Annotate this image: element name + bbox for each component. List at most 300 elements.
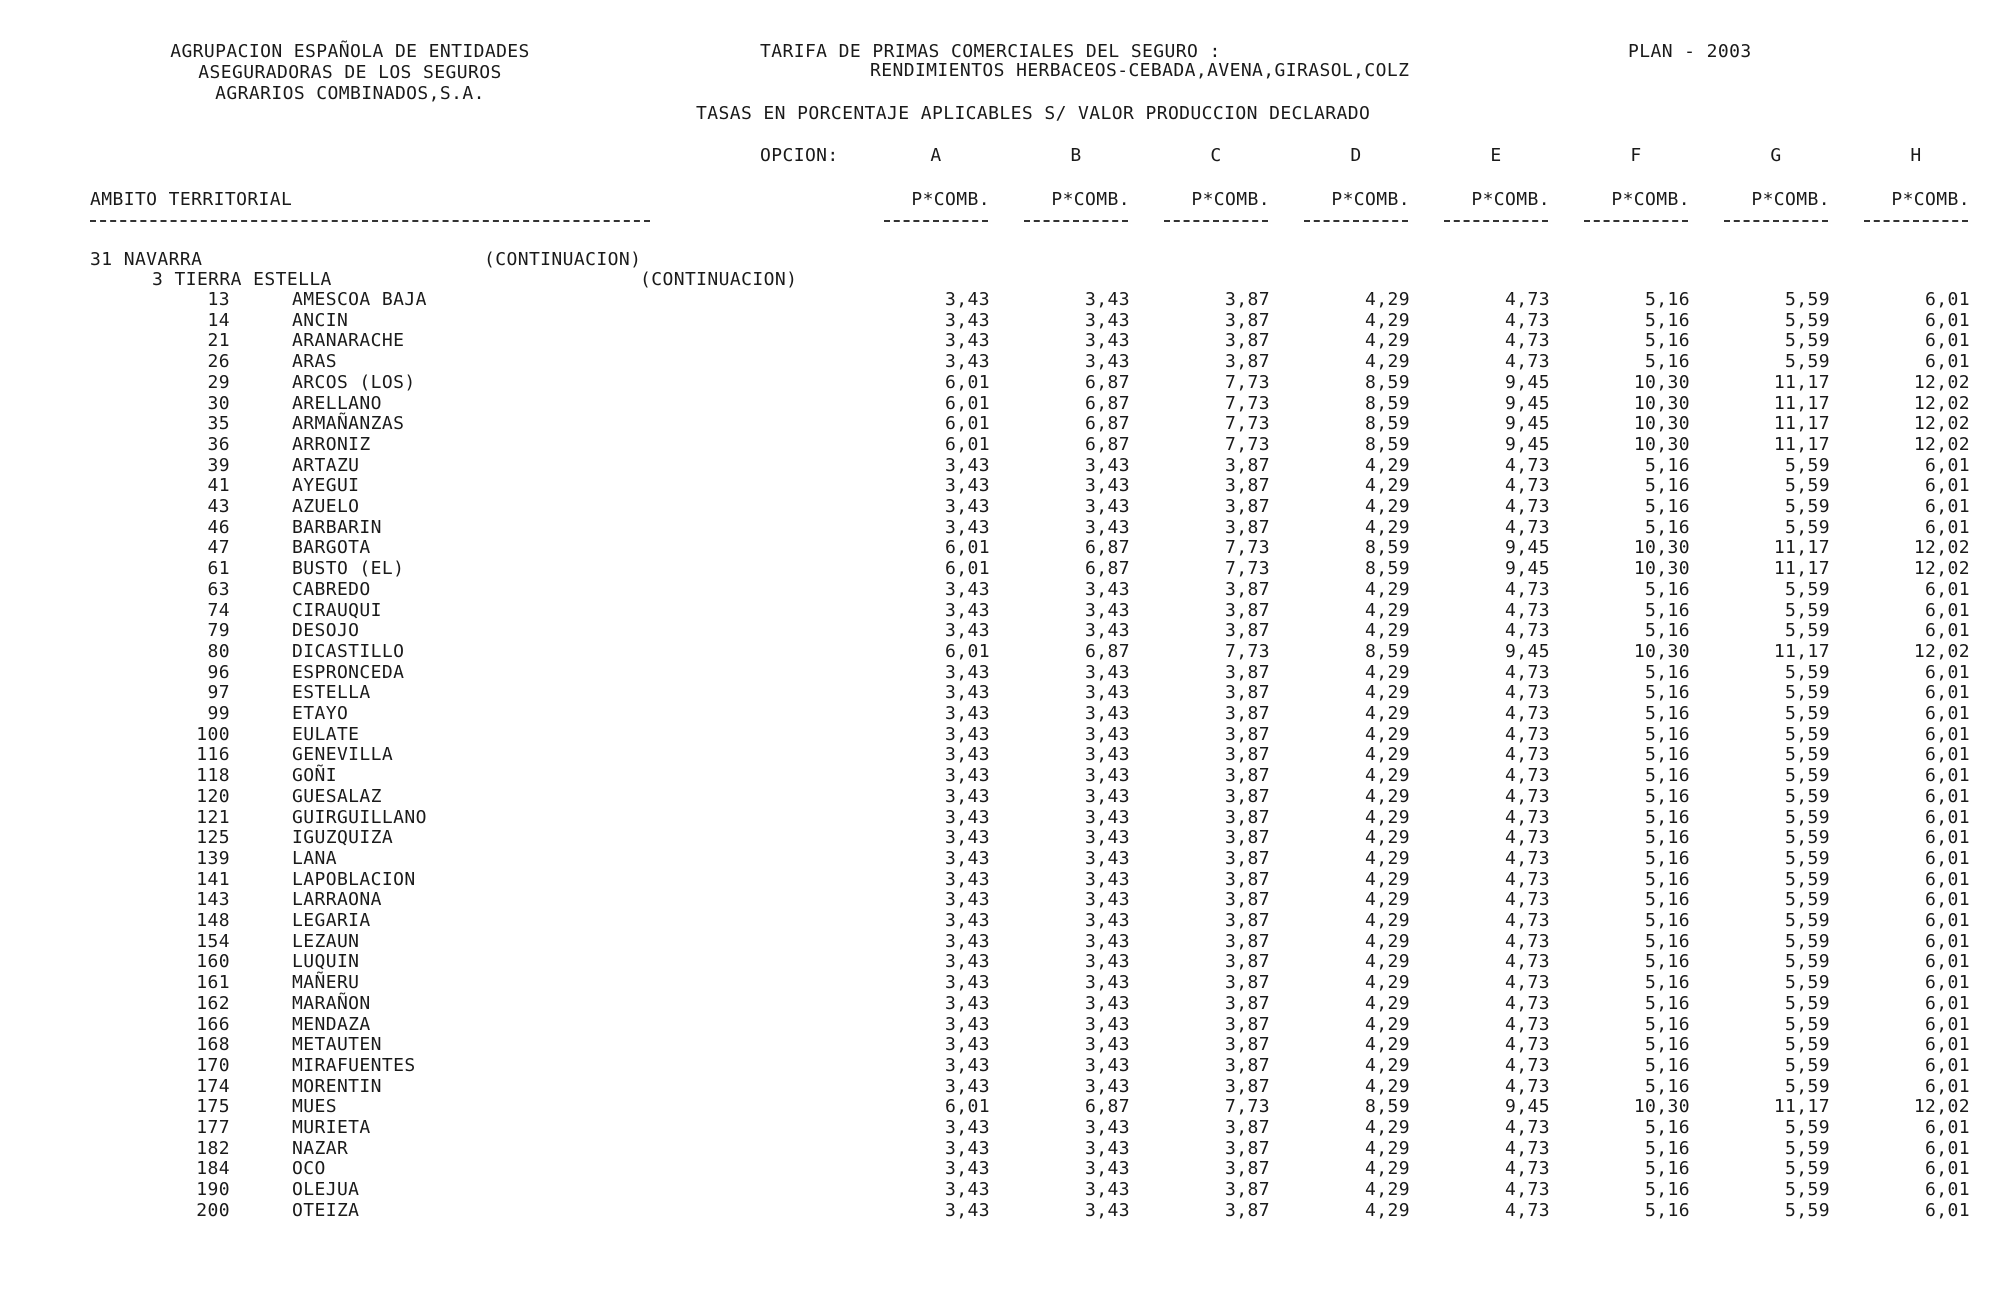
rate-cell-g: 11,17 (1773, 392, 1830, 414)
rate-cell-h: 6,01 (1925, 785, 1970, 807)
rate-cell-f: 5,16 (1645, 496, 1690, 517)
rate-cell-f: 5,16 (1645, 951, 1690, 973)
rate-cell-c: 3,87 (1225, 806, 1270, 828)
rate-cell-g: 5,59 (1785, 578, 1830, 600)
rate-cell-b: 3,43 (1085, 496, 1130, 517)
rate-cell-d: 4,29 (1365, 496, 1410, 517)
rate-cell-a: 3,43 (945, 661, 990, 683)
unit-header-b: P*COMB. (1051, 189, 1130, 210)
rate-cell-h: 6,01 (1925, 496, 1970, 517)
row-municipality: METAUTEN (292, 1034, 382, 1056)
rate-cell-f: 5,16 (1645, 1034, 1690, 1056)
rate-cell-e: 4,73 (1505, 703, 1550, 724)
subregion-label: 3 TIERRA ESTELLA (152, 269, 332, 290)
rate-cell-c: 3,87 (1225, 1117, 1270, 1138)
rate-cell-h: 6,01 (1925, 289, 1970, 310)
region-continuation: (CONTINUACION) (484, 249, 642, 270)
rate-cell-g: 5,59 (1785, 1179, 1830, 1201)
rate-cell-b: 3,43 (1085, 330, 1130, 352)
rate-cell-h: 6,01 (1925, 868, 1970, 890)
rate-cell-f: 5,16 (1645, 351, 1690, 373)
rate-cell-g: 5,59 (1785, 765, 1830, 787)
rate-cell-a: 3,43 (945, 516, 990, 538)
rate-cell-e: 4,73 (1505, 1117, 1550, 1138)
row-code: 141 (196, 868, 230, 890)
row-municipality: AMESCOA BAJA (292, 289, 427, 310)
rate-cell-f: 5,16 (1645, 723, 1690, 745)
rate-cell-h: 6,01 (1925, 330, 1970, 352)
row-code: 200 (196, 1199, 230, 1221)
row-municipality: ARMAÑANZAS (292, 413, 405, 435)
rate-cell-d: 4,29 (1365, 1075, 1410, 1097)
row-code: 166 (196, 1013, 230, 1035)
tariff-title: TARIFA DE PRIMAS COMERCIALES DEL SEGURO : (760, 41, 1221, 62)
rate-cell-g: 5,59 (1785, 744, 1830, 766)
row-code: 96 (207, 661, 230, 683)
rate-cell-c: 3,87 (1225, 620, 1270, 642)
rate-cell-f: 5,16 (1645, 578, 1690, 600)
rate-cell-f: 5,16 (1645, 682, 1690, 704)
rate-cell-e: 4,73 (1505, 723, 1550, 745)
rate-cell-c: 7,73 (1225, 392, 1270, 414)
rate-cell-g: 5,59 (1785, 992, 1830, 1014)
row-code: 162 (196, 992, 230, 1014)
rate-cell-e: 4,73 (1505, 889, 1550, 911)
row-code: 116 (196, 744, 230, 766)
rate-cell-f: 10,30 (1633, 371, 1690, 393)
rate-cell-c: 3,87 (1225, 868, 1270, 890)
rate-cell-e: 4,73 (1505, 620, 1550, 642)
rate-cell-c: 3,87 (1225, 475, 1270, 497)
row-municipality: OLEJUA (292, 1179, 360, 1201)
rate-cell-h: 12,02 (1913, 371, 1970, 393)
company-line-1: AGRUPACION ESPAÑOLA DE ENTIDADES (170, 41, 530, 62)
rate-cell-d: 4,29 (1365, 516, 1410, 538)
rate-cell-e: 4,73 (1505, 289, 1550, 310)
rate-cell-b: 3,43 (1085, 744, 1130, 766)
rate-cell-e: 4,73 (1505, 951, 1550, 973)
row-municipality: OCO (292, 1158, 326, 1180)
rate-cell-b: 6,87 (1085, 433, 1130, 455)
row-code: 100 (196, 723, 230, 745)
rate-cell-d: 4,29 (1365, 475, 1410, 497)
rate-cell-b: 3,43 (1085, 475, 1130, 497)
rate-cell-e: 9,45 (1505, 1096, 1550, 1118)
rate-cell-h: 6,01 (1925, 578, 1970, 600)
row-code: 168 (196, 1034, 230, 1056)
rate-cell-f: 5,16 (1645, 847, 1690, 869)
rate-cell-c: 7,73 (1225, 640, 1270, 662)
rate-cell-b: 3,43 (1085, 951, 1130, 973)
rate-cell-g: 5,59 (1785, 1117, 1830, 1138)
rate-cell-h: 6,01 (1925, 910, 1970, 931)
rate-cell-c: 3,87 (1225, 599, 1270, 621)
rate-cell-f: 5,16 (1645, 599, 1690, 621)
rate-cell-c: 3,87 (1225, 930, 1270, 952)
row-municipality: MAÑERU (292, 972, 360, 994)
rate-cell-c: 3,87 (1225, 972, 1270, 994)
rate-cell-f: 5,16 (1645, 910, 1690, 931)
rate-cell-d: 4,29 (1365, 454, 1410, 476)
rate-cell-c: 3,87 (1225, 765, 1270, 787)
rate-cell-f: 5,16 (1645, 1075, 1690, 1097)
rate-cell-c: 3,87 (1225, 578, 1270, 600)
row-code: 14 (207, 309, 230, 331)
rate-cell-g: 11,17 (1773, 413, 1830, 435)
rate-cell-h: 6,01 (1925, 351, 1970, 373)
rate-cell-a: 3,43 (945, 744, 990, 766)
row-code: 175 (196, 1096, 230, 1118)
rate-cell-c: 3,87 (1225, 1199, 1270, 1221)
row-code: 29 (207, 371, 230, 393)
row-municipality: BUSTO (EL) (292, 558, 405, 580)
rate-cell-a: 6,01 (945, 640, 990, 662)
row-municipality: ARAS (292, 351, 337, 373)
rate-cell-c: 7,73 (1225, 1096, 1270, 1118)
rate-cell-a: 3,43 (945, 992, 990, 1014)
rate-cell-f: 10,30 (1633, 537, 1690, 559)
rate-cell-g: 11,17 (1773, 558, 1830, 580)
rate-cell-g: 5,59 (1785, 496, 1830, 517)
rate-cell-e: 4,73 (1505, 599, 1550, 621)
row-municipality: MORENTIN (292, 1075, 382, 1097)
rate-cell-g: 5,59 (1785, 1199, 1830, 1221)
rate-cell-h: 6,01 (1925, 1034, 1970, 1056)
rate-cell-d: 4,29 (1365, 1179, 1410, 1201)
rate-cell-g: 5,59 (1785, 1075, 1830, 1097)
rate-cell-f: 5,16 (1645, 765, 1690, 787)
rate-cell-c: 3,87 (1225, 516, 1270, 538)
row-code: 41 (207, 475, 230, 497)
row-code: 39 (207, 454, 230, 476)
rate-cell-e: 4,73 (1505, 992, 1550, 1014)
rate-cell-h: 6,01 (1925, 599, 1970, 621)
rate-cell-a: 3,43 (945, 351, 990, 373)
rate-cell-h: 6,01 (1925, 1179, 1970, 1201)
row-code: 161 (196, 972, 230, 994)
rate-cell-h: 6,01 (1925, 951, 1970, 973)
row-municipality: LEZAUN (292, 930, 360, 952)
rate-cell-h: 6,01 (1925, 620, 1970, 642)
rate-cell-b: 3,43 (1085, 661, 1130, 683)
rate-cell-a: 3,43 (945, 806, 990, 828)
rate-cell-g: 5,59 (1785, 620, 1830, 642)
rate-cell-c: 3,87 (1225, 661, 1270, 683)
rate-cell-g: 5,59 (1785, 847, 1830, 869)
row-code: 99 (207, 703, 230, 724)
option-header-d: D (1350, 145, 1362, 166)
rate-cell-g: 5,59 (1785, 972, 1830, 994)
rate-cell-b: 6,87 (1085, 558, 1130, 580)
rate-cell-h: 12,02 (1913, 537, 1970, 559)
rate-cell-d: 4,29 (1365, 682, 1410, 704)
rate-cell-h: 12,02 (1913, 433, 1970, 455)
row-code: 190 (196, 1179, 230, 1201)
rate-cell-g: 5,59 (1785, 599, 1830, 621)
rate-cell-f: 10,30 (1633, 433, 1690, 455)
row-code: 182 (196, 1137, 230, 1159)
rate-cell-f: 5,16 (1645, 1013, 1690, 1035)
rate-cell-c: 7,73 (1225, 413, 1270, 435)
row-code: 97 (207, 682, 230, 704)
rate-cell-f: 5,16 (1645, 309, 1690, 331)
rate-cell-a: 3,43 (945, 1034, 990, 1056)
rate-cell-b: 3,43 (1085, 1013, 1130, 1035)
rate-cell-c: 3,87 (1225, 910, 1270, 931)
rate-cell-e: 9,45 (1505, 371, 1550, 393)
row-code: 118 (196, 765, 230, 787)
rate-cell-b: 3,43 (1085, 578, 1130, 600)
rate-cell-c: 3,87 (1225, 951, 1270, 973)
rate-cell-e: 4,73 (1505, 806, 1550, 828)
rate-cell-e: 9,45 (1505, 433, 1550, 455)
rate-cell-e: 4,73 (1505, 1179, 1550, 1201)
rate-cell-f: 10,30 (1633, 558, 1690, 580)
row-code: 21 (207, 330, 230, 352)
row-municipality: ANCIN (292, 309, 349, 331)
option-label: OPCION: (760, 145, 839, 166)
rate-cell-f: 5,16 (1645, 972, 1690, 994)
rate-cell-b: 3,43 (1085, 806, 1130, 828)
rate-cell-a: 3,43 (945, 972, 990, 994)
unit-header-g: P*COMB. (1751, 189, 1830, 210)
rate-cell-b: 6,87 (1085, 371, 1130, 393)
row-municipality: GENEVILLA (292, 744, 394, 766)
rate-cell-e: 9,45 (1505, 558, 1550, 580)
rate-cell-a: 3,43 (945, 330, 990, 352)
row-municipality: MENDAZA (292, 1013, 371, 1035)
rate-cell-a: 6,01 (945, 537, 990, 559)
rate-cell-g: 11,17 (1773, 537, 1830, 559)
rate-cell-h: 6,01 (1925, 930, 1970, 952)
row-municipality: ARANARACHE (292, 330, 405, 352)
company-line-2: ASEGURADORAS DE LOS SEGUROS (198, 62, 502, 83)
rate-cell-d: 4,29 (1365, 1117, 1410, 1138)
tariff-subject: RENDIMIENTOS HERBACEOS-CEBADA,AVENA,GIRASOL,COLZ (870, 60, 1410, 81)
rate-cell-c: 7,73 (1225, 371, 1270, 393)
rate-cell-h: 12,02 (1913, 392, 1970, 414)
rate-cell-d: 4,29 (1365, 972, 1410, 994)
rate-cell-h: 6,01 (1925, 1199, 1970, 1221)
rate-cell-d: 4,29 (1365, 847, 1410, 869)
rate-cell-e: 4,73 (1505, 868, 1550, 890)
row-code: 160 (196, 951, 230, 973)
row-municipality: OTEIZA (292, 1199, 360, 1221)
rate-cell-g: 5,59 (1785, 703, 1830, 724)
row-municipality: GUIRGUILLANO (292, 806, 427, 828)
rate-cell-a: 3,43 (945, 1158, 990, 1180)
rate-cell-b: 6,87 (1085, 640, 1130, 662)
rate-cell-b: 3,43 (1085, 868, 1130, 890)
row-municipality: ESTELLA (292, 682, 371, 704)
row-municipality: LAPOBLACION (292, 868, 416, 890)
rate-cell-b: 3,43 (1085, 992, 1130, 1014)
ambito-header: AMBITO TERRITORIAL (90, 189, 293, 210)
subregion-continuation: (CONTINUACION) (640, 269, 798, 290)
rate-cell-h: 6,01 (1925, 827, 1970, 849)
rate-cell-f: 5,16 (1645, 1137, 1690, 1159)
rate-cell-a: 3,43 (945, 289, 990, 310)
rate-cell-g: 5,59 (1785, 309, 1830, 331)
rate-cell-d: 4,29 (1365, 1199, 1410, 1221)
row-code: 30 (207, 392, 230, 414)
rate-cell-a: 3,43 (945, 723, 990, 745)
rate-cell-g: 5,59 (1785, 1158, 1830, 1180)
rate-cell-b: 6,87 (1085, 537, 1130, 559)
rate-cell-a: 3,43 (945, 951, 990, 973)
rate-cell-b: 3,43 (1085, 972, 1130, 994)
rate-cell-c: 3,87 (1225, 847, 1270, 869)
rate-cell-d: 4,29 (1365, 1054, 1410, 1076)
rate-cell-f: 5,16 (1645, 889, 1690, 911)
rate-cell-f: 5,16 (1645, 661, 1690, 683)
rate-cell-h: 6,01 (1925, 1075, 1970, 1097)
rates-subtitle: TASAS EN PORCENTAJE APLICABLES S/ VALOR PRODUCCION DECLARADO (696, 103, 1371, 124)
rate-cell-d: 8,59 (1365, 413, 1410, 435)
rate-cell-b: 3,43 (1085, 516, 1130, 538)
rate-cell-c: 3,87 (1225, 744, 1270, 766)
rate-cell-d: 8,59 (1365, 558, 1410, 580)
rate-cell-f: 10,30 (1633, 1096, 1690, 1118)
rate-cell-h: 6,01 (1925, 661, 1970, 683)
rate-cell-e: 4,73 (1505, 351, 1550, 373)
rate-cell-e: 9,45 (1505, 640, 1550, 662)
row-code: 174 (196, 1075, 230, 1097)
rate-cell-c: 3,87 (1225, 889, 1270, 911)
row-municipality: MUES (292, 1096, 337, 1118)
rate-cell-g: 11,17 (1773, 1096, 1830, 1118)
row-code: 61 (207, 558, 230, 580)
rate-cell-b: 3,43 (1085, 847, 1130, 869)
rate-cell-h: 6,01 (1925, 765, 1970, 787)
rate-cell-d: 4,29 (1365, 309, 1410, 331)
rate-cell-a: 3,43 (945, 1054, 990, 1076)
row-municipality: ARCOS (LOS) (292, 371, 416, 393)
row-municipality: LEGARIA (292, 910, 371, 931)
rate-cell-c: 3,87 (1225, 992, 1270, 1014)
rate-cell-e: 9,45 (1505, 537, 1550, 559)
rate-cell-e: 4,73 (1505, 1013, 1550, 1035)
rate-cell-a: 6,01 (945, 1096, 990, 1118)
row-municipality: MIRAFUENTES (292, 1054, 416, 1076)
rate-cell-g: 5,59 (1785, 661, 1830, 683)
row-municipality: AYEGUI (292, 475, 360, 497)
rate-cell-g: 5,59 (1785, 889, 1830, 911)
rate-cell-g: 5,59 (1785, 951, 1830, 973)
rate-cell-d: 8,59 (1365, 433, 1410, 455)
rate-cell-g: 5,59 (1785, 475, 1830, 497)
rate-cell-a: 3,43 (945, 620, 990, 642)
row-municipality: AZUELO (292, 496, 360, 517)
row-code: 63 (207, 578, 230, 600)
rate-cell-d: 4,29 (1365, 703, 1410, 724)
rate-cell-e: 4,73 (1505, 516, 1550, 538)
rate-cell-b: 3,43 (1085, 682, 1130, 704)
rate-cell-f: 10,30 (1633, 640, 1690, 662)
rate-cell-d: 8,59 (1365, 392, 1410, 414)
rate-cell-h: 6,01 (1925, 703, 1970, 724)
row-municipality: MARAÑON (292, 992, 371, 1014)
rate-cell-b: 3,43 (1085, 889, 1130, 911)
rate-cell-c: 3,87 (1225, 827, 1270, 849)
rate-cell-d: 4,29 (1365, 1034, 1410, 1056)
rate-cell-h: 6,01 (1925, 475, 1970, 497)
rate-cell-b: 3,43 (1085, 1137, 1130, 1159)
rate-cell-f: 5,16 (1645, 930, 1690, 952)
rate-cell-a: 3,43 (945, 1137, 990, 1159)
rate-cell-d: 4,29 (1365, 351, 1410, 373)
row-code: 125 (196, 827, 230, 849)
rate-cell-a: 3,43 (945, 827, 990, 849)
rate-cell-h: 6,01 (1925, 992, 1970, 1014)
rate-cell-a: 3,43 (945, 1013, 990, 1035)
rate-cell-e: 4,73 (1505, 930, 1550, 952)
rate-cell-g: 11,17 (1773, 640, 1830, 662)
row-municipality: ETAYO (292, 703, 349, 724)
rate-cell-a: 6,01 (945, 392, 990, 414)
rate-cell-h: 6,01 (1925, 723, 1970, 745)
rate-cell-d: 4,29 (1365, 578, 1410, 600)
rate-cell-d: 4,29 (1365, 744, 1410, 766)
rate-cell-c: 3,87 (1225, 1075, 1270, 1097)
row-municipality: ARRONIZ (292, 433, 371, 455)
rate-cell-d: 4,29 (1365, 599, 1410, 621)
rate-cell-a: 6,01 (945, 413, 990, 435)
row-municipality: LARRAONA (292, 889, 382, 911)
rate-cell-g: 5,59 (1785, 682, 1830, 704)
rate-cell-c: 3,87 (1225, 1158, 1270, 1180)
rate-cell-g: 5,59 (1785, 910, 1830, 931)
rate-cell-b: 3,43 (1085, 1158, 1130, 1180)
rate-cell-a: 3,43 (945, 765, 990, 787)
unit-header-d: P*COMB. (1331, 189, 1410, 210)
rate-cell-f: 5,16 (1645, 516, 1690, 538)
row-municipality: DICASTILLO (292, 640, 405, 662)
rate-cell-d: 4,29 (1365, 785, 1410, 807)
rate-cell-e: 4,73 (1505, 972, 1550, 994)
rate-cell-c: 3,87 (1225, 1034, 1270, 1056)
rate-cell-e: 9,45 (1505, 413, 1550, 435)
rate-cell-d: 4,29 (1365, 806, 1410, 828)
option-header-g: G (1770, 145, 1782, 166)
rate-cell-e: 4,73 (1505, 309, 1550, 331)
rate-cell-g: 5,59 (1785, 1034, 1830, 1056)
rate-cell-e: 4,73 (1505, 744, 1550, 766)
rate-cell-d: 4,29 (1365, 910, 1410, 931)
rate-cell-g: 5,59 (1785, 785, 1830, 807)
rate-cell-g: 5,59 (1785, 289, 1830, 310)
unit-header-f: P*COMB. (1611, 189, 1690, 210)
rate-cell-d: 4,29 (1365, 330, 1410, 352)
rate-cell-b: 3,43 (1085, 1199, 1130, 1221)
rate-cell-c: 3,87 (1225, 723, 1270, 745)
rate-cell-g: 5,59 (1785, 351, 1830, 373)
rate-cell-e: 4,73 (1505, 1137, 1550, 1159)
plan-label: PLAN - 2003 (1628, 41, 1752, 62)
rate-cell-d: 4,29 (1365, 868, 1410, 890)
rate-cell-d: 4,29 (1365, 620, 1410, 642)
rate-cell-a: 3,43 (945, 599, 990, 621)
row-code: 35 (207, 413, 230, 435)
rate-cell-e: 4,73 (1505, 578, 1550, 600)
rate-cell-h: 6,01 (1925, 1013, 1970, 1035)
rate-cell-h: 6,01 (1925, 309, 1970, 331)
row-municipality: GUESALAZ (292, 785, 382, 807)
rate-cell-f: 10,30 (1633, 392, 1690, 414)
rate-cell-b: 3,43 (1085, 309, 1130, 331)
rate-cell-a: 3,43 (945, 1117, 990, 1138)
rate-cell-d: 4,29 (1365, 827, 1410, 849)
